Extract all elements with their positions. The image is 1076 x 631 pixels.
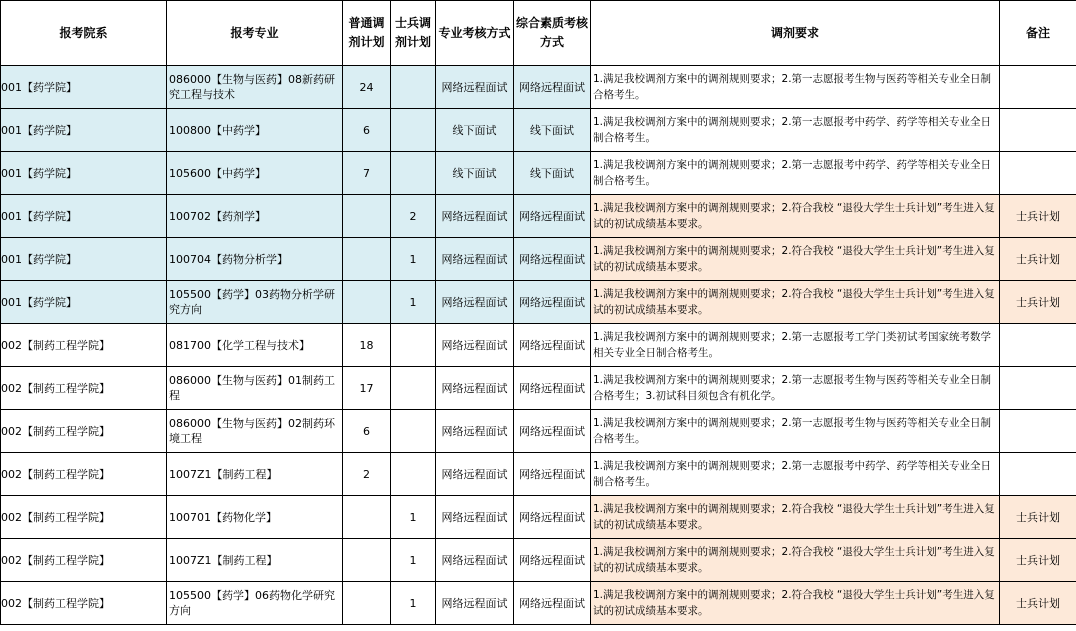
note-cell bbox=[1000, 109, 1076, 152]
quality-exam-cell: 线下面试 bbox=[514, 109, 591, 152]
requirements-cell: 1.满足我校调剂方案中的调剂规则要求；2.符合我校 “退役大学生士兵计划”考生进入复试的初试成绩基本要求。 bbox=[591, 539, 1000, 582]
table-row bbox=[1, 238, 1076, 281]
header-row bbox=[1, 1, 1076, 66]
header-soldier-plan: 士兵调剂计划 bbox=[391, 1, 436, 66]
requirements-cell: 1.满足我校调剂方案中的调剂规则要求；2.符合我校 “退役大学生士兵计划”考生进入复试的初试成绩基本要求。 bbox=[591, 582, 1000, 625]
quality-exam-cell: 网络远程面试 bbox=[514, 453, 591, 496]
major-cell: 100704【药物分析学】 bbox=[167, 238, 343, 281]
college-cell: 001【药学院】 bbox=[1, 195, 167, 238]
major-exam-cell: 网络远程面试 bbox=[436, 367, 514, 410]
requirements-cell: 1.满足我校调剂方案中的调剂规则要求；2.第一志愿报考工学门类初试考国家统考数学相关专业全日制合格考生。 bbox=[591, 324, 1000, 367]
quality-exam-cell: 线下面试 bbox=[514, 152, 591, 195]
major-exam-cell: 网络远程面试 bbox=[436, 496, 514, 539]
quality-exam-cell: 网络远程面试 bbox=[514, 582, 591, 625]
normal-plan-cell: 7 bbox=[343, 152, 391, 195]
note-cell: 士兵计划 bbox=[1000, 195, 1076, 238]
quality-exam-cell: 网络远程面试 bbox=[514, 324, 591, 367]
requirements-cell: 1.满足我校调剂方案中的调剂规则要求；2.第一志愿报考生物与医药等相关专业全日制合格考生；3.初试科目须包含有机化学。 bbox=[591, 367, 1000, 410]
note-cell bbox=[1000, 152, 1076, 195]
note-cell bbox=[1000, 367, 1076, 410]
major-cell: 100701【药物化学】 bbox=[167, 496, 343, 539]
major-cell: 086000【生物与医药】08新药研究工程与技术 bbox=[167, 66, 343, 109]
header-college: 报考院系 bbox=[1, 1, 167, 66]
major-cell: 086000【生物与医药】01制药工程 bbox=[167, 367, 343, 410]
college-cell: 001【药学院】 bbox=[1, 109, 167, 152]
soldier-plan-cell bbox=[391, 109, 436, 152]
soldier-plan-cell: 2 bbox=[391, 195, 436, 238]
college-cell: 002【制药工程学院】 bbox=[1, 539, 167, 582]
header-quality-exam: 综合素质考核方式 bbox=[514, 1, 591, 66]
major-cell: 100800【中药学】 bbox=[167, 109, 343, 152]
quality-exam-cell: 网络远程面试 bbox=[514, 410, 591, 453]
table-row bbox=[1, 195, 1076, 238]
normal-plan-cell bbox=[343, 582, 391, 625]
requirements-cell: 1.满足我校调剂方案中的调剂规则要求；2.第一志愿报考生物与医药等相关专业全日制合格考生。 bbox=[591, 66, 1000, 109]
soldier-plan-cell bbox=[391, 453, 436, 496]
normal-plan-cell bbox=[343, 238, 391, 281]
quality-exam-cell: 网络远程面试 bbox=[514, 66, 591, 109]
table-row bbox=[1, 152, 1076, 195]
major-exam-cell: 网络远程面试 bbox=[436, 539, 514, 582]
table-row bbox=[1, 281, 1076, 324]
table-row bbox=[1, 109, 1076, 152]
major-exam-cell: 网络远程面试 bbox=[436, 238, 514, 281]
major-cell: 105600【中药学】 bbox=[167, 152, 343, 195]
college-cell: 001【药学院】 bbox=[1, 152, 167, 195]
normal-plan-cell bbox=[343, 496, 391, 539]
soldier-plan-cell: 1 bbox=[391, 281, 436, 324]
table-row bbox=[1, 324, 1076, 367]
header-note: 备注 bbox=[1000, 1, 1076, 66]
note-cell: 士兵计划 bbox=[1000, 281, 1076, 324]
major-cell: 086000【生物与医药】02制药环境工程 bbox=[167, 410, 343, 453]
normal-plan-cell: 18 bbox=[343, 324, 391, 367]
table-row bbox=[1, 582, 1076, 625]
normal-plan-cell: 2 bbox=[343, 453, 391, 496]
requirements-cell: 1.满足我校调剂方案中的调剂规则要求；2.符合我校 “退役大学生士兵计划”考生进入复试的初试成绩基本要求。 bbox=[591, 281, 1000, 324]
soldier-plan-cell bbox=[391, 324, 436, 367]
note-cell bbox=[1000, 66, 1076, 109]
college-cell: 001【药学院】 bbox=[1, 281, 167, 324]
requirements-cell: 1.满足我校调剂方案中的调剂规则要求；2.符合我校 “退役大学生士兵计划”考生进入复试的初试成绩基本要求。 bbox=[591, 496, 1000, 539]
normal-plan-cell: 24 bbox=[343, 66, 391, 109]
note-cell bbox=[1000, 410, 1076, 453]
normal-plan-cell: 17 bbox=[343, 367, 391, 410]
major-cell: 1007Z1【制药工程】 bbox=[167, 539, 343, 582]
soldier-plan-cell: 1 bbox=[391, 496, 436, 539]
requirements-cell: 1.满足我校调剂方案中的调剂规则要求；2.第一志愿报考中药学、药学等相关专业全日制合格考生。 bbox=[591, 109, 1000, 152]
major-exam-cell: 网络远程面试 bbox=[436, 582, 514, 625]
soldier-plan-cell: 1 bbox=[391, 539, 436, 582]
major-exam-cell: 网络远程面试 bbox=[436, 324, 514, 367]
normal-plan-cell bbox=[343, 281, 391, 324]
header-major-exam: 专业考核方式 bbox=[436, 1, 514, 66]
note-cell: 士兵计划 bbox=[1000, 238, 1076, 281]
soldier-plan-cell bbox=[391, 66, 436, 109]
table-row bbox=[1, 410, 1076, 453]
major-exam-cell: 网络远程面试 bbox=[436, 410, 514, 453]
requirements-cell: 1.满足我校调剂方案中的调剂规则要求；2.符合我校 “退役大学生士兵计划”考生进入复试的初试成绩基本要求。 bbox=[591, 195, 1000, 238]
note-cell bbox=[1000, 324, 1076, 367]
requirements-cell: 1.满足我校调剂方案中的调剂规则要求；2.符合我校 “退役大学生士兵计划”考生进入复试的初试成绩基本要求。 bbox=[591, 238, 1000, 281]
normal-plan-cell: 6 bbox=[343, 109, 391, 152]
requirements-cell: 1.满足我校调剂方案中的调剂规则要求；2.第一志愿报考中药学、药学等相关专业全日制合格考生。 bbox=[591, 152, 1000, 195]
college-cell: 002【制药工程学院】 bbox=[1, 496, 167, 539]
college-cell: 001【药学院】 bbox=[1, 66, 167, 109]
note-cell: 士兵计划 bbox=[1000, 539, 1076, 582]
quality-exam-cell: 网络远程面试 bbox=[514, 367, 591, 410]
major-exam-cell: 网络远程面试 bbox=[436, 453, 514, 496]
soldier-plan-cell bbox=[391, 410, 436, 453]
note-cell: 士兵计划 bbox=[1000, 496, 1076, 539]
major-exam-cell: 网络远程面试 bbox=[436, 195, 514, 238]
major-exam-cell: 网络远程面试 bbox=[436, 66, 514, 109]
major-exam-cell: 线下面试 bbox=[436, 109, 514, 152]
major-cell: 1007Z1【制药工程】 bbox=[167, 453, 343, 496]
normal-plan-cell: 6 bbox=[343, 410, 391, 453]
quality-exam-cell: 网络远程面试 bbox=[514, 238, 591, 281]
major-cell: 081700【化学工程与技术】 bbox=[167, 324, 343, 367]
college-cell: 002【制药工程学院】 bbox=[1, 453, 167, 496]
requirements-cell: 1.满足我校调剂方案中的调剂规则要求；2.第一志愿报考生物与医药等相关专业全日制合格考生。 bbox=[591, 410, 1000, 453]
college-cell: 001【药学院】 bbox=[1, 238, 167, 281]
major-exam-cell: 网络远程面试 bbox=[436, 281, 514, 324]
major-cell: 100702【药剂学】 bbox=[167, 195, 343, 238]
normal-plan-cell bbox=[343, 195, 391, 238]
table-row bbox=[1, 367, 1076, 410]
table-row bbox=[1, 453, 1076, 496]
quality-exam-cell: 网络远程面试 bbox=[514, 496, 591, 539]
soldier-plan-cell: 1 bbox=[391, 238, 436, 281]
college-cell: 002【制药工程学院】 bbox=[1, 324, 167, 367]
requirements-cell: 1.满足我校调剂方案中的调剂规则要求；2.第一志愿报考中药学、药学等相关专业全日制合格考生。 bbox=[591, 453, 1000, 496]
quality-exam-cell: 网络远程面试 bbox=[514, 195, 591, 238]
major-cell: 105500【药学】03药物分析学研究方向 bbox=[167, 281, 343, 324]
soldier-plan-cell bbox=[391, 367, 436, 410]
quality-exam-cell: 网络远程面试 bbox=[514, 539, 591, 582]
header-requirements: 调剂要求 bbox=[591, 1, 1000, 66]
note-cell: 士兵计划 bbox=[1000, 582, 1076, 625]
college-cell: 002【制药工程学院】 bbox=[1, 582, 167, 625]
soldier-plan-cell bbox=[391, 152, 436, 195]
header-major: 报考专业 bbox=[167, 1, 343, 66]
header-normal-plan: 普通调剂计划 bbox=[343, 1, 391, 66]
table-row bbox=[1, 539, 1076, 582]
major-exam-cell: 线下面试 bbox=[436, 152, 514, 195]
table-row bbox=[1, 496, 1076, 539]
college-cell: 002【制药工程学院】 bbox=[1, 410, 167, 453]
major-cell: 105500【药学】06药物化学研究方向 bbox=[167, 582, 343, 625]
note-cell bbox=[1000, 453, 1076, 496]
soldier-plan-cell: 1 bbox=[391, 582, 436, 625]
table-row bbox=[1, 66, 1076, 109]
quality-exam-cell: 网络远程面试 bbox=[514, 281, 591, 324]
college-cell: 002【制药工程学院】 bbox=[1, 367, 167, 410]
normal-plan-cell bbox=[343, 539, 391, 582]
